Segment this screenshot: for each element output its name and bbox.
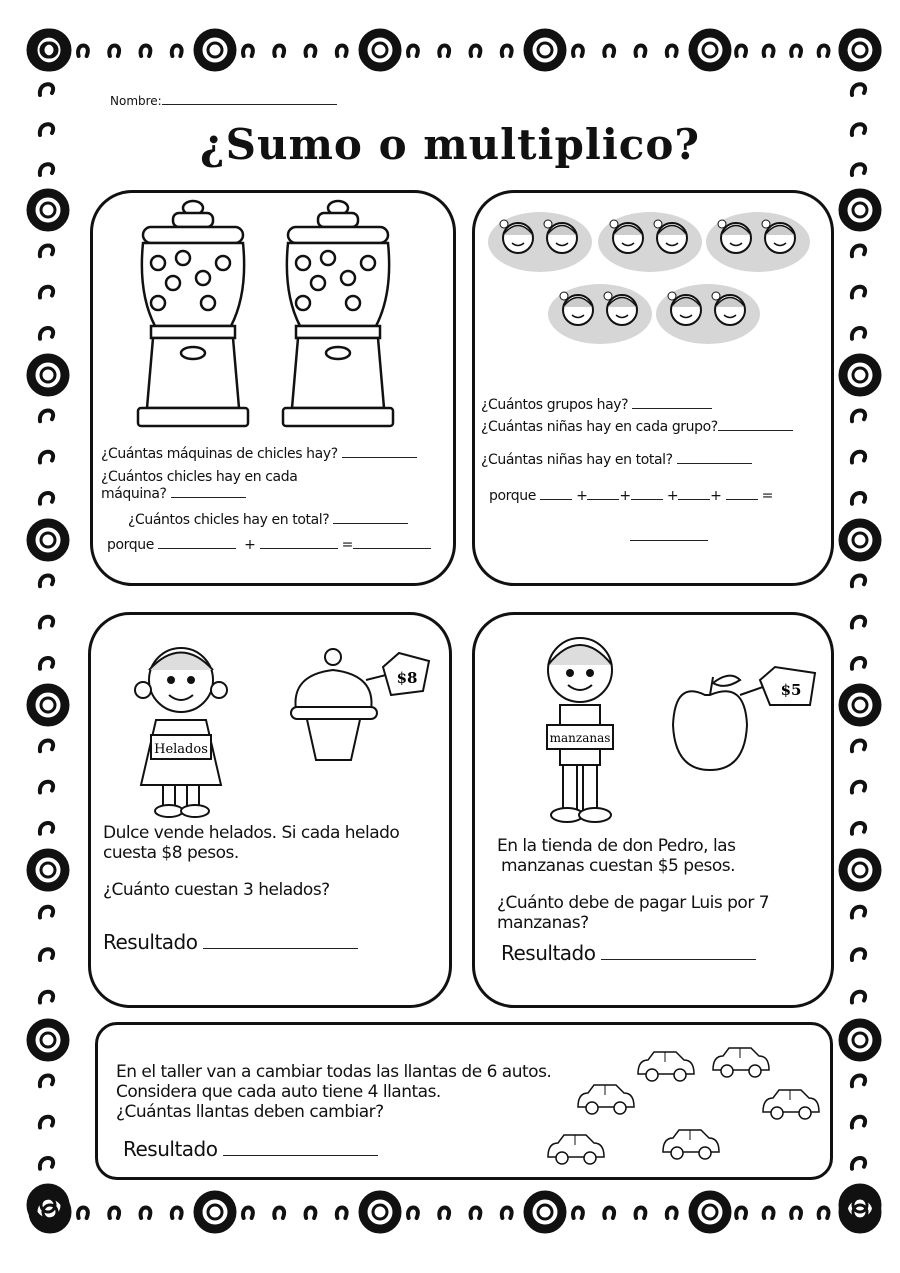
border-loops <box>243 1208 347 1219</box>
border-loops <box>40 1117 53 1128</box>
border-loops <box>40 992 53 1003</box>
gumball-machines-illustration <box>133 198 413 433</box>
addend-blank[interactable] <box>540 487 572 500</box>
border-loops <box>40 782 53 793</box>
border-loops <box>40 493 53 504</box>
border-loops <box>40 84 53 95</box>
apples-text-1: En la tienda de don Pedro, las <box>497 836 736 856</box>
border-loops <box>40 410 53 421</box>
border-loops <box>40 658 53 669</box>
border-ring <box>31 853 65 887</box>
icecream-illustration <box>111 625 441 825</box>
result-row <box>501 943 756 963</box>
border-loops <box>243 46 347 57</box>
car-icon <box>578 1085 634 1114</box>
border-ring <box>843 688 877 722</box>
apples-text-2: manzanas cuestan $5 pesos. <box>501 856 736 876</box>
question-text: ¿Cuántas niñas hay en cada grupo? <box>481 419 718 435</box>
question-text: máquina? <box>101 486 167 502</box>
border-loops <box>852 1075 865 1086</box>
border-loops <box>40 949 53 960</box>
equation-row <box>489 487 773 504</box>
helados-sign: Helados <box>154 742 208 757</box>
apples-question-2: manzanas? <box>497 913 589 933</box>
car-icon <box>638 1052 694 1081</box>
border-ring <box>843 1023 877 1057</box>
plus-sign: + <box>244 537 256 553</box>
result-label: Resultado <box>501 941 596 965</box>
border-ring <box>363 33 397 67</box>
addend-blank[interactable] <box>631 487 663 500</box>
answer-blank[interactable] <box>171 485 246 498</box>
price-tag-8: $8 <box>396 669 418 687</box>
border-ring <box>693 1195 727 1229</box>
total-blank[interactable] <box>630 528 708 541</box>
question-per-group <box>481 418 793 435</box>
name-label: Nombre: <box>110 94 162 108</box>
border-loops <box>40 740 53 751</box>
girl-groups-illustration <box>480 198 830 348</box>
equals-sign: = <box>341 537 353 553</box>
border-loops <box>736 46 828 57</box>
border-ring <box>528 33 562 67</box>
border-ring <box>31 358 65 392</box>
border-loops <box>408 46 512 57</box>
border-ring <box>843 193 877 227</box>
border-loops <box>40 328 53 339</box>
because-label: porque <box>107 537 154 553</box>
result-label: Resultado <box>123 1137 218 1161</box>
border-loops <box>408 1208 512 1219</box>
answer-blank[interactable] <box>632 396 712 409</box>
tires-text-2: Considera que cada auto tiene 4 llantas. <box>116 1082 441 1102</box>
answer-blank[interactable] <box>677 451 752 464</box>
equation-row <box>107 536 431 553</box>
border-loops <box>40 617 53 628</box>
border-ring <box>31 523 65 557</box>
border-loops <box>852 493 865 504</box>
name-field[interactable] <box>110 92 337 108</box>
name-blank[interactable] <box>162 92 337 105</box>
icecream-text-1: Dulce vende helados. Si cada helado <box>103 823 400 843</box>
addend-blank[interactable] <box>158 536 236 549</box>
border-loops <box>852 949 865 960</box>
border-ring <box>843 358 877 392</box>
tires-question: ¿Cuántas llantas deben cambiar? <box>116 1102 384 1122</box>
border-loops <box>78 46 182 57</box>
border-loops <box>852 658 865 669</box>
car-icon <box>713 1048 769 1077</box>
manzanas-sign: manzanas <box>549 731 611 745</box>
border-loops <box>852 992 865 1003</box>
car-icon <box>663 1130 719 1159</box>
border-loops <box>40 287 53 298</box>
border-loops <box>852 575 865 586</box>
question-text: ¿Cuántas niñas hay en total? <box>481 452 673 468</box>
border-loops <box>40 823 53 834</box>
border-loops <box>40 245 53 256</box>
car-icon <box>763 1090 819 1119</box>
plus-sign: + <box>576 488 588 504</box>
addend-blank[interactable] <box>678 487 710 500</box>
question-machines <box>101 445 417 462</box>
border-loops <box>40 452 53 463</box>
border-ring <box>31 193 65 227</box>
answer-blank[interactable] <box>342 445 417 458</box>
border-loops <box>852 245 865 256</box>
result-blank[interactable] <box>601 947 756 960</box>
border-loops <box>852 410 865 421</box>
tires-problem-card <box>95 1022 833 1180</box>
border-ring <box>198 33 232 67</box>
because-label: porque <box>489 488 536 504</box>
question-per-machine-line1: ¿Cuántos chicles hay en cada <box>101 469 298 485</box>
border-loops <box>573 1208 677 1219</box>
border-loops <box>40 575 53 586</box>
answer-blank[interactable] <box>718 418 793 431</box>
border-ring <box>693 33 727 67</box>
border-loops <box>852 823 865 834</box>
result-blank[interactable] <box>203 936 358 949</box>
plus-sign: + <box>619 488 631 504</box>
cars-illustration <box>538 1030 828 1175</box>
gumball-problem-card <box>90 190 456 586</box>
border-loops <box>40 1158 53 1169</box>
result-blank[interactable] <box>223 1143 378 1156</box>
result-label: Resultado <box>103 930 198 954</box>
answer-blank[interactable] <box>333 511 408 524</box>
border-ring <box>843 33 877 67</box>
groups-problem-card <box>472 190 834 586</box>
sum-blank[interactable] <box>353 536 431 549</box>
border-ring <box>198 1195 232 1229</box>
question-text: ¿Cuántos chicles hay en total? <box>128 512 330 528</box>
question-text: ¿Cuántas máquinas de chicles hay? <box>101 446 338 462</box>
border-loops <box>852 1158 865 1169</box>
border-loops <box>852 1117 865 1128</box>
border-ring <box>843 523 877 557</box>
border-ring <box>31 688 65 722</box>
tires-text-1: En el taller van a cambiar todas las llantas de 6 autos. <box>116 1062 552 1082</box>
icecream-question: ¿Cuánto cuestan 3 helados? <box>103 880 330 900</box>
border-loops <box>852 84 865 95</box>
result-row <box>103 932 358 952</box>
question-per-machine <box>101 485 246 502</box>
border-loops <box>852 617 865 628</box>
question-text: ¿Cuántos grupos hay? <box>481 397 629 413</box>
border-loops <box>40 1075 53 1086</box>
border-ring <box>363 1195 397 1229</box>
border-loops <box>852 782 865 793</box>
apples-question-1: ¿Cuánto debe de pagar Luis por 7 <box>497 893 770 913</box>
border-loops <box>852 328 865 339</box>
equals-sign: = <box>761 488 773 504</box>
border-loops <box>852 740 865 751</box>
plus-sign: + <box>710 488 722 504</box>
border-loops <box>573 46 677 57</box>
addend-blank[interactable] <box>726 487 758 500</box>
question-groups <box>481 396 712 413</box>
question-total-girls <box>481 451 752 468</box>
apples-problem-card <box>472 612 834 1008</box>
border-ring <box>528 1195 562 1229</box>
car-icon <box>548 1135 604 1164</box>
plus-sign: + <box>666 488 679 504</box>
page-title: ¿Sumo o multiplico? <box>200 120 700 169</box>
border-ring <box>843 853 877 887</box>
border-loops <box>852 907 865 918</box>
icecream-text-2: cuesta $8 pesos. <box>103 843 239 863</box>
addend-blank[interactable] <box>260 536 338 549</box>
question-total <box>128 511 408 528</box>
border-loops <box>736 1208 828 1219</box>
icecream-problem-card <box>88 612 452 1008</box>
border-loops <box>40 907 53 918</box>
boy-apple-illustration <box>525 625 825 835</box>
price-tag-5: $5 <box>780 681 802 699</box>
result-row <box>123 1139 378 1159</box>
border-ring <box>31 1023 65 1057</box>
addend-blank[interactable] <box>587 487 619 500</box>
border-loops <box>78 1208 182 1219</box>
border-loops <box>852 287 865 298</box>
border-loops <box>852 452 865 463</box>
